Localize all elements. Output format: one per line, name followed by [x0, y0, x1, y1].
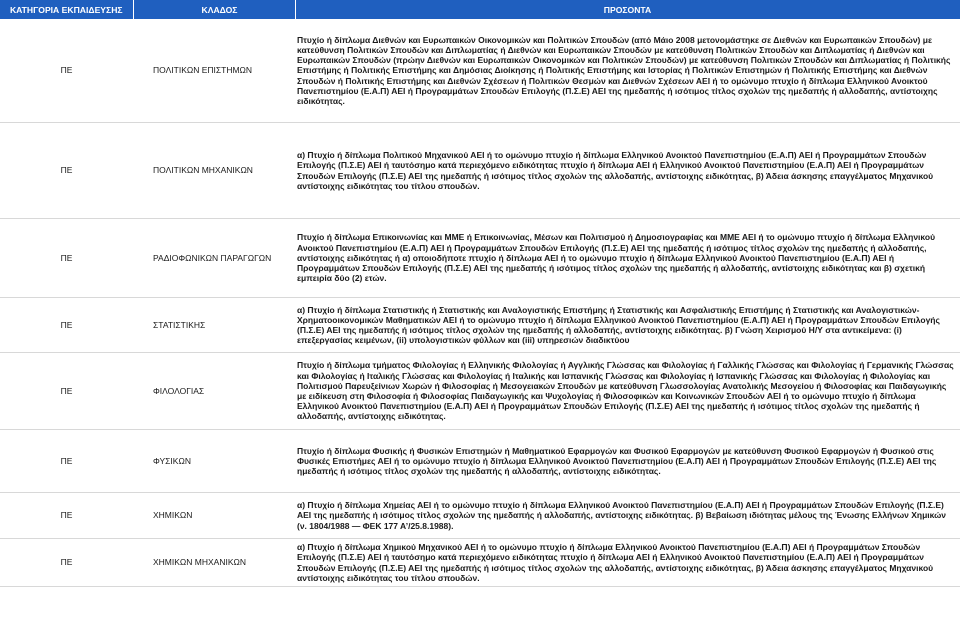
table-row — [0, 219, 960, 298]
field-cell: ΧΗΜΙΚΩΝ — [133, 493, 295, 539]
header-row — [0, 0, 960, 19]
qualifications-cell: α) Πτυχίο ή δίπλωμα Χημείας ΑΕΙ ή το ομώνυμο πτυχίο ή δίπλωμα Ελληνικού Ανοικτού Πανεπιστημίου (Ε.Α.Π) ΑΕΙ ή Προγραμμάτων Σπουδών Επιλογής (Π.Σ.Ε) ΑΕΙ της ημεδαπής ή ισότιμος τίτλος σχολών της ημεδαπής ή αλλοδαπής, αντίστοιχης ειδικότητας. β) Βεβαίωση ιδιότητας μέλους της Ένωσης Ελλήνων Χημικών (ν. 1804/1988 — ΦΕΚ 177 Α’/25.8.1988). — [295, 493, 960, 539]
header-category: ΚΑΤΗΓΟΡΙΑ ΕΚΠΑΙΔΕΥΣΗΣ — [0, 0, 133, 19]
table-row — [0, 123, 960, 219]
field-cell: ΠΟΛΙΤΙΚΩΝ ΕΠΙΣΤΗΜΩΝ — [133, 19, 295, 123]
qualifications-cell: Πτυχίο ή δίπλωμα Διεθνών και Ευρωπαικών Οικονομικών και Πολιτικών Σπουδών (από Μάιο 2008 μετονομάστηκε σε Διεθνών και Ευρωπαικών Σπουδών) με κατεύθυνση Πολιτικών Σπουδών και Διπλωματίας ή Διεθνών και Ευρωπαικών Σπουδών με κατεύθυνση Πολιτικών Σπουδών και Διπλωματίας ή Διεθνών και Ευρωπαικών Σπουδών (πρώην Διεθνών και Ευρωπαικών Οικονομικών και Πολιτικών Σπουδών) με κατεύθυνση Πολιτικών Σπουδών και Διπλωματίας ή Πολιτικής Επιστήμης ή Πολιτικής Επιστήμης και Δημόσιας Διοίκησης ή Πολιτικής Επιστήμης και Ιστορίας ή Πολιτικών Επιστημών ή Πολιτικής Επιστήμης και Διεθνών Σπουδών ή Πολιτικής Επιστήμης και Διεθνών Σχέσεων ή Πολιτικών Θεσμών και Διεθνών Σχέσεων ΑΕΙ ή το ομώνυμο πτυχίο ή δίπλωμα Ελληνικού Ανοικτού Πανεπιστημίου (Ε.Α.Π) ΑΕΙ ή Προγραμμάτων Σπουδών Επιλογής (Π.Σ.Ε) ΑΕΙ της ημεδαπής ή ισότιμος τίτλος σχολών της ημεδαπής ή αλλοδαπής, αντίστοιχης ειδικότητας. — [295, 19, 960, 123]
qualifications-cell: Πτυχίο ή δίπλωμα Επικοινωνίας και ΜΜΕ ή Επικοινωνίας, Μέσων και Πολιτισμού ή Δημοσιογραφίας και ΜΜΕ ΑΕΙ ή το ομώνυμο πτυχίο ή δίπλωμα Ελληνικού Ανοικτού Πανεπιστημίου (Ε.Α.Π) ΑΕΙ ή Προγραμμάτων Σπουδών Επιλογής (Π.Σ.Ε) ΑΕΙ της ημεδαπής ή ισότιμος τίτλος σχολών της ημεδαπής ή αλλοδαπής, αντίστοιχης ειδικότητας ή α) οποιοδήποτε πτυχίο ή δίπλωμα ΑΕΙ ή το ομώνυμο πτυχίο ή δίπλωμα Ελληνικού Ανοικτού Πανεπιστημίου (Ε.Α.Π) ΑΕΙ ή Προγραμμάτων Σπουδών Επιλογής (Π.Σ.Ε) ΑΕΙ της ημεδαπής ή ισότιμος τίτλος σχολών της ημεδαπής ή αλλοδαπής, αντίστοιχης ειδικότητας και β) σχετική εμπειρία δύο (2) ετών. — [295, 219, 960, 298]
qualifications-cell: α) Πτυχίο ή δίπλωμα Πολιτικού Μηχανικού ΑΕΙ ή το ομώνυμο πτυχίο ή δίπλωμα Ελληνικού Ανοικτού Πανεπιστημίου (Ε.Α.Π) ΑΕΙ ή Προγραμμάτων Σπουδών Επιλογής (Π.Σ.Ε) ΑΕΙ ή ταυτόσημο κατά περιεχόμενο ειδικότητας πτυχίο ή δίπλωμα ΑΕΙ ή Ελληνικού Ανοικτού Πανεπιστημίου (Ε.Α.Π) ΑΕΙ ή Προγραμμάτων Σπουδών Επιλογής (Π.Σ.Ε) ΑΕΙ της ημεδαπής ή ισότιμος τίτλος σχολών της αλλοδαπής, αντίστοιχης ειδικότητας, β) Άδεια άσκησης επαγγέλματος Μηχανικού αντίστοιχης ειδικότητας του τίτλου σπουδών. — [295, 123, 960, 219]
qualifications-cell: Πτυχίο ή δίπλωμα Φυσικής ή Φυσικών Επιστημών ή Μαθηματικού Εφαρμογών και Φυσικού Εφαρμογών με κατεύθυνση Φυσικού Εφαρμογών ή Φυσικού στις Φυσικές Επιστήμες ΑΕΙ ή το ομώνυμο πτυχίο ή δίπλωμα Ελληνικού Ανοικτού Πανεπιστημίου (Ε.Α.Π) ΑΕΙ ή Προγραμμάτων Σπουδών Επιλογής (Π.Σ.Ε) ΑΕΙ της ημεδαπής ή ισότιμος τίτλος σχολών της ημεδαπής ή αλλοδαπής, αντίστοιχης ειδικότητας. — [295, 430, 960, 493]
category-cell: ΠΕ — [0, 430, 133, 493]
field-cell: ΦΥΣΙΚΩΝ — [133, 430, 295, 493]
table-row — [0, 353, 960, 430]
field-cell: ΦΙΛΟΛΟΓΙΑΣ — [133, 353, 295, 430]
category-cell: ΠΕ — [0, 353, 133, 430]
category-cell: ΠΕ — [0, 539, 133, 587]
qualifications-cell: α) Πτυχίο ή δίπλωμα Στατιστικής ή Στατιστικής και Αναλογιστικής Επιστήμης ή Στατιστικής και Ασφαλιστικής Επιστήμης ή Στατιστικής και Αναλογιστικών-Χρηματοοικονομικών Μαθηματικών ΑΕΙ ή το ομώνυμο πτυχίο ή δίπλωμα Ελληνικού Ανοικτού Πανεπιστημίου (Ε.Α.Π) ΑΕΙ ή Προγραμμάτων Σπουδών Επιλογής (Π.Σ.Ε) ΑΕΙ της ημεδαπής ή ισότιμος τίτλος σχολών της ημεδαπής ή αλλοδαπής, αντίστοιχης ειδικότητας. β) Γνώση Χειρισμού Η/Υ στα αντικείμενα: (i) επεξεργασίας κειμένων, (ii) υπολογιστικών φύλλων και (iii) υπηρεσιών διαδικτύου — [295, 298, 960, 353]
header-qualifications: ΠΡΟΣΟΝΤΑ — [295, 0, 960, 19]
table-row — [0, 539, 960, 587]
category-cell: ΠΕ — [0, 19, 133, 123]
table-body — [0, 19, 960, 587]
qualifications-cell: Πτυχίο ή δίπλωμα τμήματος Φιλολογίας ή Ελληνικής Φιλολογίας ή Αγγλικής Γλώσσας και Φιλολογίας ή Γαλλικής Γλώσσας και Φιλολογίας ή Γερμανικής Γλώσσας και Φιλολογίας ή Ιταλικής Γλώσσας και Φιλολογίας ή Ιταλικής και Ισπανικής Γλώσσας και Φιλολογίας ή Ισπανικής Γλώσσας και Φιλολογίας ή Φιλολογίας και Πολιτισμού Παρευξείνιων Χωρών ή Φιλοσοφίας ή Μεσογειακών Σπουδών με κατεύθυνση Γλωσσολογίας Ανατολικής Μεσογείου ή Φιλοσοφίας και Παιδαγωγικής με ειδίκευση στη Φιλοσοφία ή Φιλοσοφίας Παιδαγωγικής και Ψυχολογίας ή Φιλοσοφικών και Κοινωνικών Σπουδών ΑΕΙ ή το ομώνυμο πτυχίο ή δίπλωμα Ελληνικού Ανοικτού Πανεπιστημίου (Ε.Α.Π) ΑΕΙ ή Προγραμμάτων Σπουδών Επιλογής (Π.Σ.Ε) ΑΕΙ της ημεδαπής ή ισότιμος τίτλος σχολών της ημεδαπής ή αλλοδαπής, αντίστοιχης ειδικότητας. — [295, 353, 960, 430]
category-cell: ΠΕ — [0, 123, 133, 219]
field-cell: ΧΗΜΙΚΩΝ ΜΗΧΑΝΙΚΩΝ — [133, 539, 295, 587]
qualifications-cell: α) Πτυχίο ή δίπλωμα Χημικού Μηχανικού ΑΕΙ ή το ομώνυμο πτυχίο ή δίπλωμα Ελληνικού Ανοικτού Πανεπιστημίου (Ε.Α.Π) ΑΕΙ ή Προγραμμάτων Σπουδών Επιλογής (Π.Σ.Ε) ΑΕΙ ή ταυτόσημο κατά περιεχόμενο ειδικότητας πτυχίο ή δίπλωμα ΑΕΙ ή Ελληνικού Ανοικτού Πανεπιστημίου (Ε.Α.Π) ΑΕΙ ή Προγραμμάτων Σπουδών Επιλογής (Π.Σ.Ε) ΑΕΙ της ημεδαπής ή ισότιμος τίτλος σχολών της αλλοδαπής, αντίστοιχης ειδικότητας, β) Άδεια άσκησης επαγγέλματος Μηχανικού αντίστοιχης ειδικότητας του τίτλου σπουδών. — [295, 539, 960, 587]
field-cell: ΡΑΔΙΟΦΩΝΙΚΩΝ ΠΑΡΑΓΩΓΩΝ — [133, 219, 295, 298]
category-cell: ΠΕ — [0, 493, 133, 539]
table-row — [0, 430, 960, 493]
header-field: ΚΛΑΔΟΣ — [133, 0, 295, 19]
table-row — [0, 493, 960, 539]
field-cell: ΠΟΛΙΤΙΚΩΝ ΜΗΧΑΝΙΚΩΝ — [133, 123, 295, 219]
table-row — [0, 19, 960, 123]
field-cell: ΣΤΑΤΙΣΤΙΚΗΣ — [133, 298, 295, 353]
category-cell: ΠΕ — [0, 219, 133, 298]
table-header — [0, 0, 960, 19]
table-row — [0, 298, 960, 353]
category-cell: ΠΕ — [0, 298, 133, 353]
